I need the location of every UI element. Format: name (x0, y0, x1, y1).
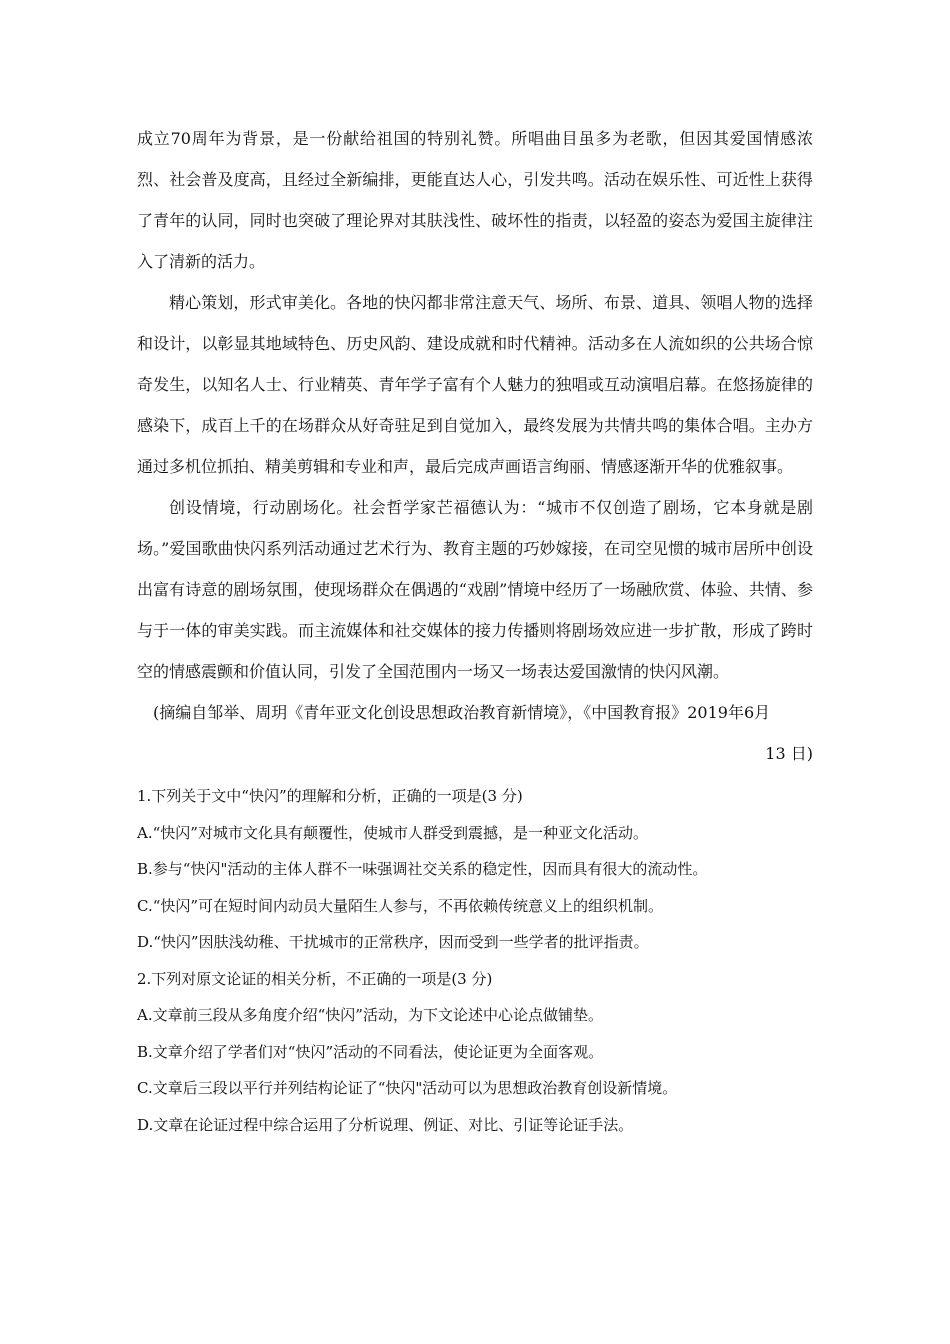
document-page (137, 118, 813, 1143)
option-a: A.“快闪”对城市文化具有颠覆性，使城市人群受到震撼，是一种亚文化活动。 (137, 823, 648, 842)
option-c: C.“快闪”可在短时间内动员大量陌生人参与，不再依赖传统意义上的组织机制。 (137, 896, 664, 915)
question-2 (137, 961, 813, 1144)
question-1 (137, 778, 813, 961)
option-d: D.文章在论证过程中综合运用了分析说理、例证、对比、引证等论证手法。 (137, 1115, 634, 1134)
paragraph-continued: 成立70周年为背景，是一份献给祖国的特别礼赞。所唱曲目虽多为老歌，但因其爱国情感浓烈、社会普及度高，且经过全新编排，更能直达人心，引发共鸣。活动在娱乐性、可近性上获得了青年的认同，同时也突破了理论界对其肤浅性、破坏性的指责，以轻盈的姿态为爱国主旋律注入了清新的活力。 (137, 129, 813, 271)
paragraph-theatrical-action: 创设情境，行动剧场化。社会哲学家芒福德认为：“城市不仅创造了剧场，它本身就是剧场。”爱国歌曲快闪系列活动通过艺术行为、教育主题的巧妙嫁接，在司空见惯的城市居所中创设出富有诗意的剧场氛围，使现场群众在偶遇的“戏剧”情境中经历了一场融欣赏、体验、共情、参与于一体的审美实践。而主流媒体和社交媒体的接力传播则将剧场效应进一步扩散，形成了跨时空的情感震颤和价值认同，引发了全国范围内一场又一场表达爱国激情的快闪风潮。 (137, 498, 813, 681)
source-citation: (摘编自邹举、周玥《青年亚文化创设思想政治教育新情境》，《中国教育报》2019年6月 (153, 703, 771, 722)
option-d: D.“快闪”因肤浅幼稚、干扰城市的正常秩序，因而受到一些学者的批评指责。 (137, 933, 649, 951)
question-stem: 1.下列关于文中“快闪”的理解和分析，正确的一项是(3 分) (137, 787, 523, 805)
option-c: C.文章后三段以平行并列结构论证了“快闪"活动可以为思想政治教育创设新情境。 (137, 1079, 678, 1097)
paragraph-aesthetic-form: 精心策划，形式审美化。各地的快闪都非常注意天气、场所、布景、道具、领唱人物的选择和设计，以彰显其地域特色、历史风韵、建设成就和时代精神。活动多在人流如织的公共场合惊奇发生，以知名人士、行业精英、青年学子富有个人魅力的独唱或互动演唱启幕。在悠扬旋律的感染下，成百上千的在场群众从好奇驻足到自觉加入，最终发展为共情共鸣的集体合唱。主办方通过多机位抓拍、精美剪辑和专业和声，最后完成声画语言绚丽、情感逐渐开华的优雅叙事。 (137, 293, 813, 476)
option-b: B.文章介绍了学者们对“快闪”活动的不同看法，使论证更为全面客观。 (137, 1042, 604, 1061)
option-a: A.文章前三段从多角度介绍“快闪”活动，为下文论述中心论点做铺垫。 (137, 1006, 603, 1024)
source-citation-date: 13 日) (765, 744, 813, 763)
option-b: B.参与“快闪"活动的主体人群不一味强调社交关系的稳定性，因而具有很大的流动性。 (137, 860, 708, 878)
question-stem: 2.下列对原文论证的相关分析，不正确的一项是(3 分) (137, 969, 493, 988)
